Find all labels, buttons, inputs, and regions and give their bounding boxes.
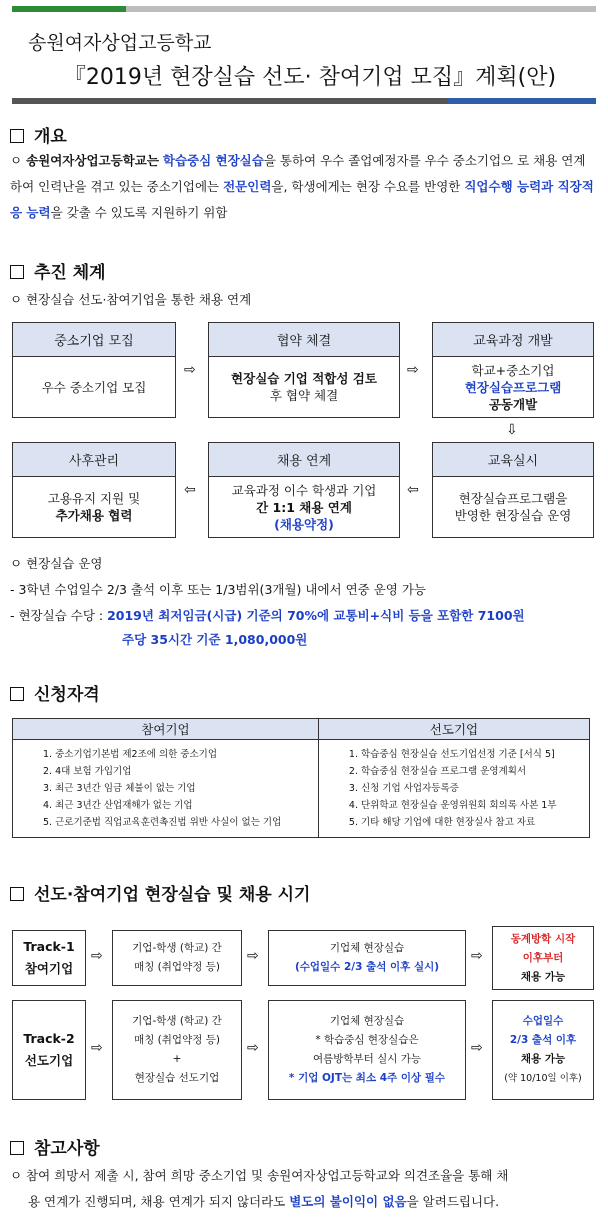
track1-training: 기업체 현장실습 (수업일수 2/3 출석 이후 실시) [268,930,466,986]
list-item: 4. 단위학교 현장실습 운영위원회 회의록 사본 1부 [348,800,557,811]
operation-heading: ㅇ 현장실습 운영 [10,556,103,571]
section-heading-notes: 참고사항 [10,1134,100,1159]
top-rule [12,6,596,12]
track1-hiring: 동계방학 시작 이후부터 채용 가능 [492,926,594,990]
col-participating: 참여기업 [13,719,319,740]
list-item: 4. 최근 3년간 산업재해가 없는 기업 [43,800,193,811]
square-bullet-icon [10,687,24,701]
flow-box-aftercare: 사후관리 고용유지 지원 및 추가채용 협력 [12,442,176,538]
arrow-down-icon: ⇩ [506,422,518,438]
arrow-left-icon: ⇦ [184,482,196,498]
square-bullet-icon [10,265,24,279]
section-heading-overview: 개요 [10,122,67,147]
track1-label: Track-1 참여기업 [12,930,86,986]
section-heading-timeline: 선도·참여기업 현장실습 및 채용 시기 [10,880,310,905]
operation-line-1: - 3학년 수업일수 2/3 출석 이후 또는 1/3범위(3개월) 내에서 연중 운영 가능 [10,582,426,597]
track2-hiring: 수업일수 2/3 출석 이후 채용 가능 (약 10/10일 이후) [492,1000,594,1100]
flow-box-hiring: 채용 연계 교육과정 이수 학생과 기업 간 1:1 채용 연계 (채용약정) [208,442,400,538]
qualification-table [12,718,590,838]
operation-line-2: - 현장실습 수당 : 2019년 최저임금(시급) 기준의 70%에 교통비+식비 등을 포함한 7100원 [10,608,525,623]
arrow-right-icon: ⇨ [471,1040,483,1056]
track2-training: 기업체 현장실습 * 학습중심 현장실습은 여름방학부터 실시 가능 * 기업 OJT는 최소 4주 이상 필수 [268,1000,466,1100]
system-intro: ㅇ 현장실습 선도·참여기업을 통한 채용 연계 [10,292,252,307]
track2-label: Track-2 선도기업 [12,1000,86,1100]
arrow-right-icon: ⇨ [247,1040,259,1056]
flow-box-recruit: 중소기업 모집 우수 중소기업 모집 [12,322,176,418]
title-rule [12,98,596,104]
arrow-right-icon: ⇨ [247,948,259,964]
arrow-left-icon: ⇦ [407,482,419,498]
list-item: 3. 신청 기업 사업자등록증 [348,783,459,794]
list-item: 3. 최근 3년간 임금 체불이 없는 기업 [43,783,196,794]
list-item: 2. 4대 보험 가입기업 [43,766,132,777]
section-heading-qualification: 신청자격 [10,680,100,705]
leading-criteria [318,740,589,838]
arrow-right-icon: ⇨ [91,1040,103,1056]
square-bullet-icon [10,129,24,143]
arrow-right-icon: ⇨ [407,362,419,378]
flow-box-agreement: 협약 체결 현장실습 기업 적합성 검토 후 협약 체결 [208,322,400,418]
track2-matching: 기업-학생 (학교) 간 매칭 (취업약정 등) + 현장실습 선도기업 [112,1000,242,1100]
list-item: 2. 학습중심 현장실습 프로그램 운영계획서 [348,766,527,777]
list-item: 5. 기타 해당 기업에 대한 현장실사 참고 자료 [348,817,536,828]
flow-box-curriculum: 교육과정 개발 학교+중소기업 현장실습프로그램 공동개발 [432,322,594,418]
overview-paragraph: ㅇ 송원여자상업고등학교는 학습중심 현장실습을 통하여 우수 졸업예정자를 우수 중소기업으 로 채용 연계하여 인력난을 겪고 있는 중소기업에는 전문인력을, 학생에게는 현장 수요를 반영한 직업수행 능력과 직장적응 능력을 갖출 수 있도록 지원하기 위함 [10,153,594,220]
notes-paragraph: ㅇ 참여 희망서 제출 시, 참여 희망 중소기업 및 송원여자상업고등학교와 의견조율을 통해 채 용 연계가 진행되며, 채용 연계가 되지 않더라도 별도의 불이익이 없음을 알려드립니다. [10,1168,509,1209]
operation-line-3: 주당 35시간 기준 1,080,000원 [122,632,308,647]
flow-box-training: 교육실시 현장실습프로그램을 반영한 현장실습 운영 [432,442,594,538]
square-bullet-icon [10,887,24,901]
page-title: 『2019년 현장실습 선도· 참여기업 모집』계획(안) [63,65,557,90]
col-leading: 선도기업 [318,719,589,740]
section-heading-system: 추진 체계 [10,258,106,283]
list-item: 5. 근로기준법 직업교육훈련촉진법 위반 사실이 없는 기업 [43,817,282,828]
track1-matching: 기업-학생 (학교) 간 매칭 (취업약정 등) [112,930,242,986]
school-name: 송원여자상업고등학교 [28,32,212,54]
participating-criteria [13,740,319,838]
arrow-right-icon: ⇨ [471,948,483,964]
list-item: 1. 중소기업기본법 제2조에 의한 중소기업 [43,749,218,760]
square-bullet-icon [10,1141,24,1155]
list-item: 1. 학습중심 현장실습 선도기업선정 기준 [서식 5] [348,749,555,760]
arrow-right-icon: ⇨ [91,948,103,964]
arrow-right-icon: ⇨ [184,362,196,378]
